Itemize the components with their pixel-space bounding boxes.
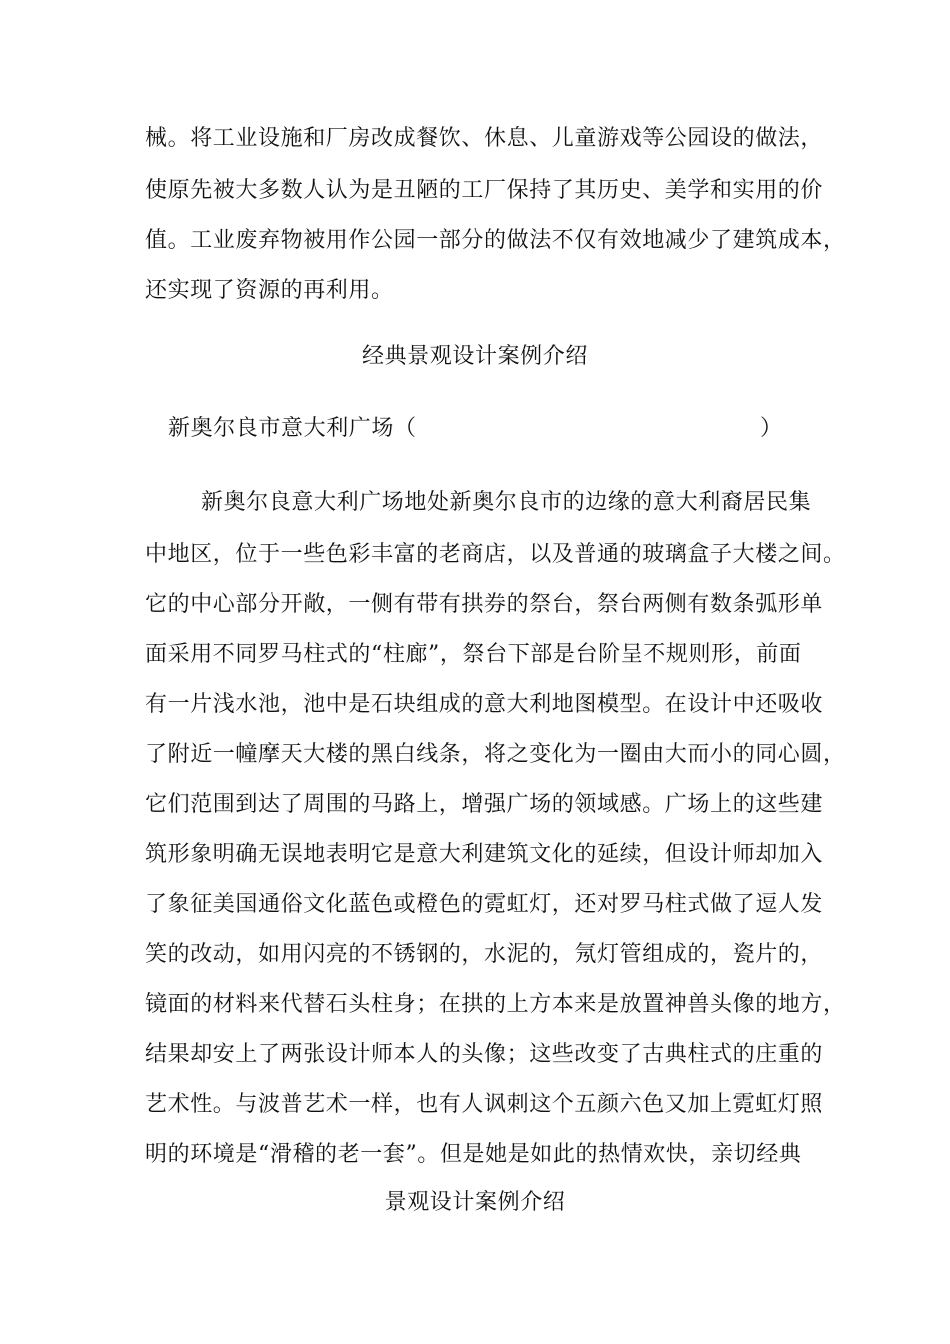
intro-line-1: 械。将工业设施和厂房改成餐饮、休息、儿童游戏等公园设的做法， [145, 126, 824, 151]
intro-line-4: 还实现了资源的再利用。 [145, 278, 394, 303]
body-line-5: 有一片浅水池，池中是石块组成的意大利地图模型。在设计中还吸收 [145, 692, 824, 717]
body-line-13: 艺术性。与波普艺术一样，也有人讽刺这个五颜六色又加上霓虹灯照 [145, 1092, 824, 1117]
case-heading: 新奥尔良市意大利广场（ [168, 416, 417, 441]
body-line-7: 它们范围到达了周围的马路上，增强广场的领域感。广场上的这些建 [145, 792, 824, 817]
body-line-9: 了象征美国通俗文化蓝色或橙色的霓虹灯，还对罗马柱式做了逗人发 [145, 892, 824, 917]
intro-line-3: 值。工业废弃物被用作公园一部分的做法不仅有效地减少了建筑成本， [145, 228, 846, 253]
body-line-4: 面采用不同罗马柱式的“柱廊”，祭台下部是台阶呈不规则形，前面 [145, 642, 802, 667]
body-line-14: 明的环境是“滑稽的老一套”。但是她是如此的热情欢快，亲切经典 [145, 1142, 802, 1167]
section-title: 经典景观设计案例介绍 [361, 344, 588, 369]
body-line-12: 结果却安上了两张设计师本人的头像；这些改变了古典柱式的庄重的 [145, 1042, 824, 1067]
body-line-10: 笑的改动，如用闪亮的不锈钢的，水泥的，氖灯管组成的，瓷片的， [145, 942, 824, 967]
case-heading-close-paren: ） [760, 416, 783, 441]
body-line-2: 中地区，位于一些色彩丰富的老商店，以及普通的玻璃盒子大楼之间。 [145, 542, 846, 567]
body-line-3: 它的中心部分开敞，一侧有带有拱券的祭台，祭台两侧有数条弧形单 [145, 592, 824, 617]
footer-title: 景观设计案例介绍 [384, 1190, 566, 1215]
body-line-6: 了附近一幢摩天大楼的黑白线条，将之变化为一圈由大而小的同心圆， [145, 742, 846, 767]
body-line-8: 筑形象明确无误地表明它是意大利建筑文化的延续，但设计师却加入 [145, 842, 824, 867]
body-line-1: 新奥尔良意大利广场地处新奥尔良市的边缘的意大利裔居民集 [201, 490, 812, 515]
body-line-11: 镜面的材料来代替石头柱身；在拱的上方本来是放置神兽头像的地方， [145, 992, 846, 1017]
intro-line-2: 使原先被大多数人认为是丑陋的工厂保持了其历史、美学和实用的价 [145, 178, 824, 203]
